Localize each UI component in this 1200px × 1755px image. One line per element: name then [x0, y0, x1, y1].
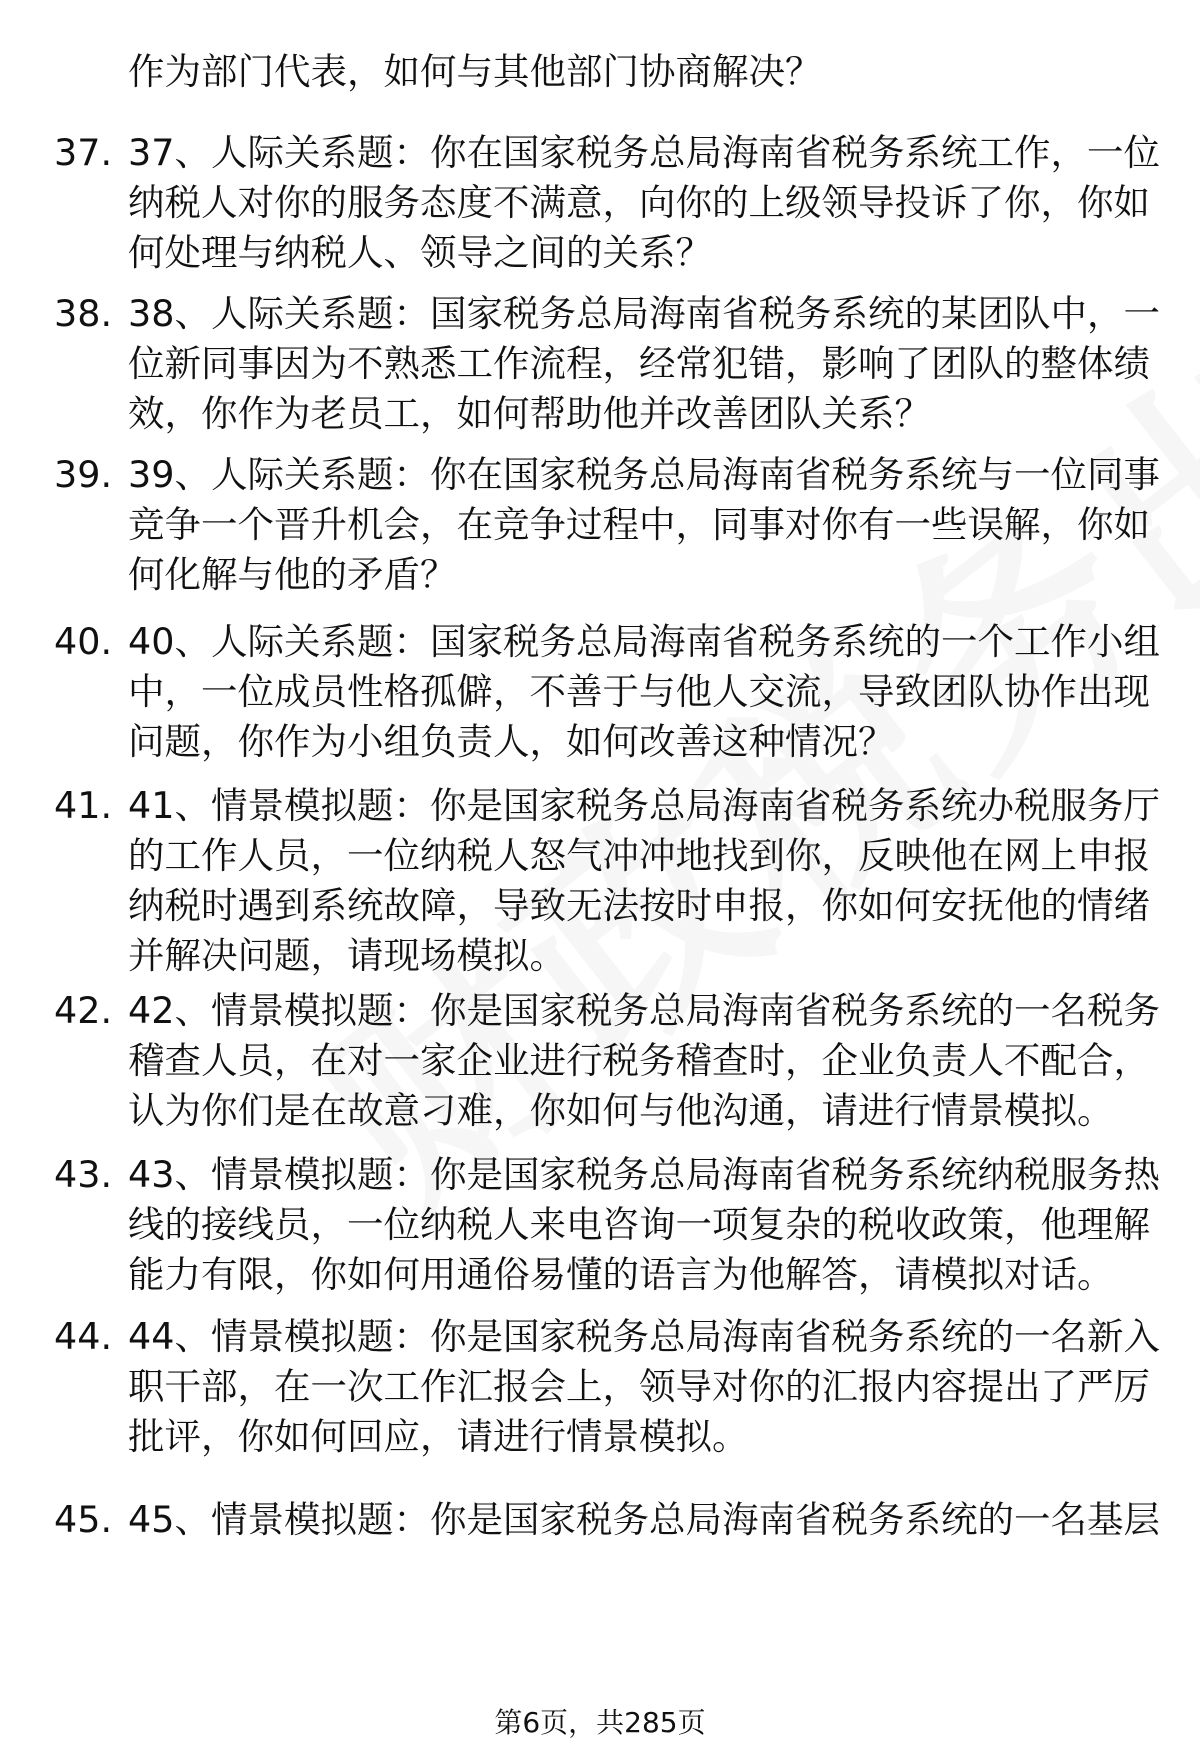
question-text: 职干部，在一次工作汇报会上，领导对你的汇报内容提出了严厉: [128, 1365, 1150, 1408]
question-text: 43、情景模拟题：你是国家税务总局海南省税务系统纳税服务热: [128, 1153, 1160, 1196]
question-text: 纳税人对你的服务态度不满意，向你的上级领导投诉了你，你如: [128, 181, 1150, 224]
question-text: 位新同事因为不熟悉工作流程，经常犯错，影响了团队的整体绩: [128, 342, 1150, 385]
question-text: 认为你们是在故意刁难，你如何与他沟通，请进行情景模拟。: [128, 1089, 1114, 1132]
question-number: 45.: [54, 1498, 113, 1541]
question-number: 39.: [54, 453, 113, 496]
question-number: 41.: [54, 784, 113, 827]
question-number: 38.: [54, 292, 113, 335]
question-text: 41、情景模拟题：你是国家税务总局海南省税务系统办税服务厅: [128, 784, 1160, 827]
question-text: 问题，你作为小组负责人，如何改善这种情况？: [128, 720, 895, 763]
question-text: 能力有限，你如何用通俗易懂的语言为他解答，请模拟对话。: [128, 1253, 1114, 1296]
question-text: 何化解与他的矛盾？: [128, 553, 457, 596]
question-text: 40、人际关系题：国家税务总局海南省税务系统的一个工作小组: [128, 620, 1160, 663]
question-text: 稽查人员，在对一家企业进行税务稽查时，企业负责人不配合，: [128, 1039, 1150, 1082]
question-text: 38、人际关系题：国家税务总局海南省税务系统的某团队中，一: [128, 292, 1160, 335]
question-text: 批评，你如何回应，请进行情景模拟。: [128, 1415, 749, 1458]
question-number: 42.: [54, 989, 113, 1032]
question-text: 何处理与纳税人、领导之间的关系？: [128, 231, 712, 274]
page-footer: 第6页，共285页: [494, 1706, 706, 1739]
question-text: 纳税时遇到系统故障，导致无法按时申报，你如何安抚他的情绪: [128, 884, 1150, 927]
question-text: 线的接线员，一位纳税人来电咨询一项复杂的税收政策，他理解: [128, 1203, 1150, 1246]
question-number: 44.: [54, 1315, 113, 1358]
question-number: 37.: [54, 131, 113, 174]
question-text: 中，一位成员性格孤僻，不善于与他人交流，导致团队协作出现: [128, 670, 1150, 713]
question-text: 作为部门代表，如何与其他部门协商解决？: [128, 50, 822, 93]
question-text: 39、人际关系题：你在国家税务总局海南省税务系统与一位同事: [128, 453, 1160, 496]
question-text: 效，你作为老员工，如何帮助他并改善团队关系？: [128, 392, 931, 435]
question-text: 45、情景模拟题：你是国家税务总局海南省税务系统的一名基层: [128, 1498, 1160, 1541]
question-text: 42、情景模拟题：你是国家税务总局海南省税务系统的一名税务: [128, 989, 1160, 1032]
question-text: 的工作人员，一位纳税人怒气冲冲地找到你，反映他在网上申报: [128, 834, 1150, 877]
question-number: 40.: [54, 620, 113, 663]
question-text: 并解决问题，请现场模拟。: [128, 934, 566, 977]
question-text: 37、人际关系题：你在国家税务总局海南省税务系统工作，一位: [128, 131, 1160, 174]
question-text: 44、情景模拟题：你是国家税务总局海南省税务系统的一名新入: [128, 1315, 1160, 1358]
question-text: 竞争一个晋升机会，在竞争过程中，同事对你有一些误解，你如: [128, 503, 1150, 546]
question-number: 43.: [54, 1153, 113, 1196]
